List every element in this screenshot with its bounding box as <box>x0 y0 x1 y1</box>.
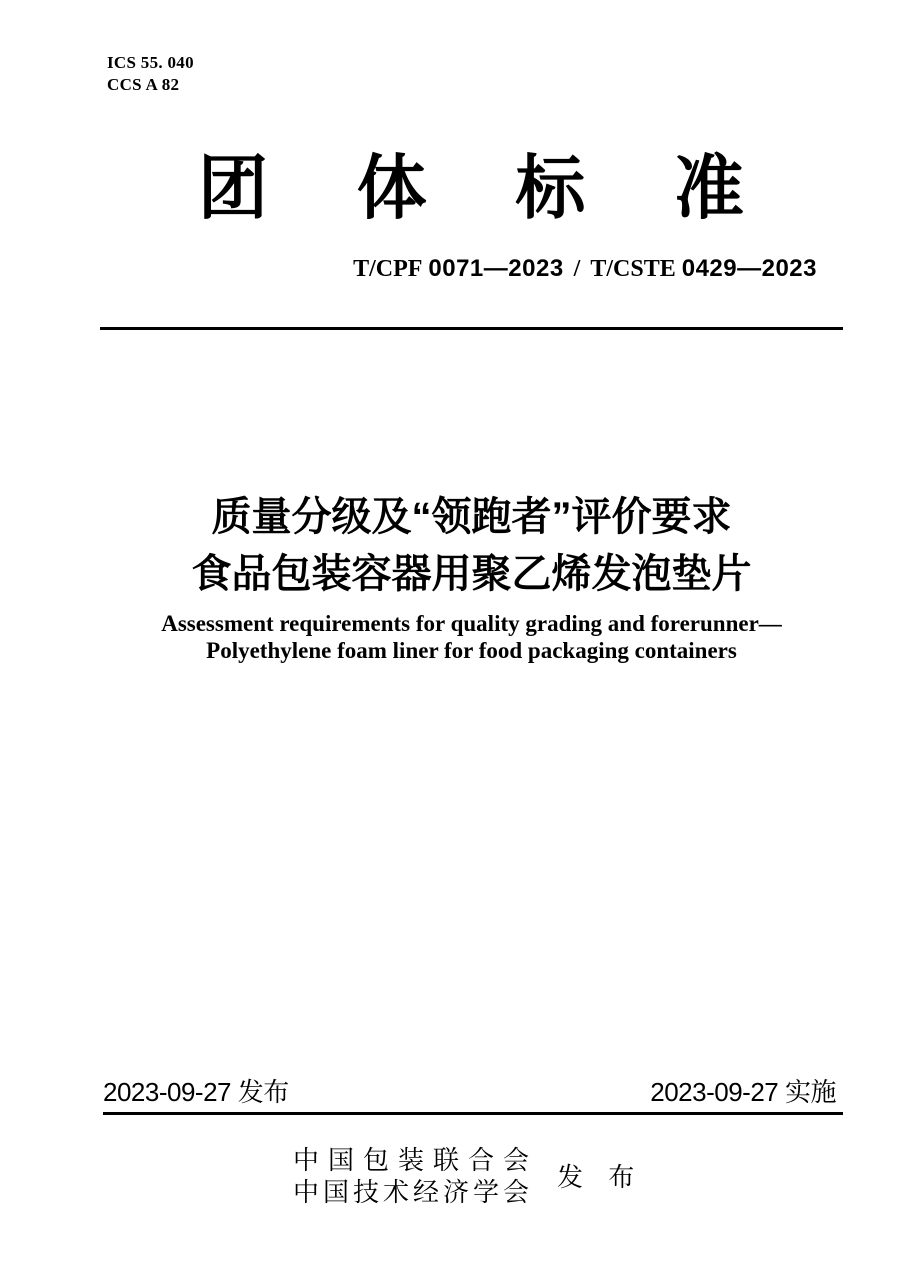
publish-label: 发 布 <box>557 1162 644 1192</box>
doc-type-char: 标 <box>515 149 586 227</box>
issue-label: 发布 <box>237 1077 289 1107</box>
document-type-title <box>198 150 744 226</box>
standard-code2-number: 0429—2023 <box>681 255 817 282</box>
standard-number-line <box>353 254 817 284</box>
footer-divider-rule <box>103 1112 843 1115</box>
implement-date-group <box>650 1077 836 1108</box>
implement-label: 实施 <box>784 1077 836 1107</box>
implement-date: 2023-09-27 <box>650 1077 779 1107</box>
standard-code1-number: 0071—2023 <box>428 255 564 282</box>
ccs-code: CCS A 82 <box>107 75 180 94</box>
ics-code: ICS 55. 040 <box>107 53 194 72</box>
title-zh-line2: 食品包装容器用聚乙烯发泡垫片 <box>191 552 752 596</box>
issue-date-group <box>103 1077 289 1108</box>
classification-codes <box>107 52 194 96</box>
publishers-block <box>293 1144 529 1208</box>
title-en-line2: Polyethylene foam liner for food packaging containers <box>206 638 737 663</box>
doc-type-char: 体 <box>356 149 427 227</box>
publisher-line2: 中国技术经济学会 <box>293 1177 529 1207</box>
header-divider-rule <box>100 327 843 330</box>
title-zh-line1: 质量分级及“领跑者”评价要求 <box>211 495 732 539</box>
issue-date: 2023-09-27 <box>103 1077 231 1107</box>
standard-code2-prefix: T/CSTE <box>590 256 676 282</box>
standard-code-separator: / <box>573 256 581 282</box>
doc-type-char: 团 <box>198 149 268 227</box>
date-row <box>103 1077 836 1108</box>
doc-type-char: 准 <box>673 149 744 227</box>
title-block <box>100 489 843 664</box>
title-en-line1: Assessment requirements for quality grading and forerunner— <box>161 611 782 636</box>
standard-code1-prefix: T/CPF <box>353 256 423 282</box>
publisher-line1: 中国包装联合会 <box>293 1145 529 1175</box>
